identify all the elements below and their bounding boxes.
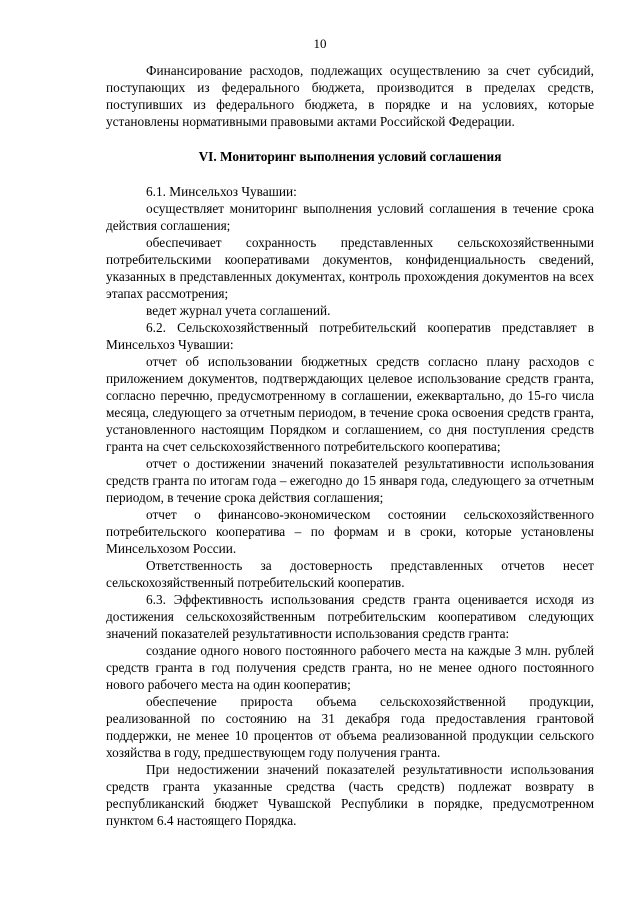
page-number: 10: [313, 36, 327, 51]
paragraph: отчет о финансово-экономическом состоянии сельскохозяйственного потребительского кооператива – по формам и в сроки, которые установлены Минсельхозом России.: [106, 507, 594, 556]
paragraph: При недостижении значений показателей результативности использования средств гранта указанные средства (часть средств) подлежат возврату в республиканский бюджет Чувашской Республики в порядке, предусмотренном пунктом 6.4 настоящего Порядка.: [106, 762, 594, 828]
paragraph: создание одного нового постоянного рабочего места на каждые 3 млн. рублей средств гранта в год получения средств гранта, но не менее одного постоянного нового рабочего места на один кооператив;: [106, 643, 594, 692]
paragraph: осуществляет мониторинг выполнения условий соглашения в течение срока действия соглашения;: [106, 201, 594, 233]
paragraph: 6.1. Минсельхоз Чувашии:: [146, 184, 297, 199]
paragraph: обеспечивает сохранность представленных сельскохозяйственными потребительскими кооперативами документов, конфиденциальность сведений, указанных в представленных документах, контроль прохождения документов на всех этапах рассмотрения;: [106, 235, 594, 301]
document-body: [106, 62, 594, 829]
paragraph: 6.3. Эффективность использования средств гранта оценивается исходя из достижения сельскохозяйственным потребительским кооперативом следующих значений показателей результативности использования средств гранта:: [106, 592, 594, 641]
section-heading: VI. Мониторинг выполнения условий соглашения: [198, 149, 502, 164]
paragraph: отчет об использовании бюджетных средств согласно плану расходов с приложением документов, подтверждающих целевое использование средств гранта, согласно перечню, предусмотренному в соглашении, ежеквартально, до 15-го числа месяца, следующего за отчетным периодом, в течение срока освоения средств гранта, установленного настоящим Порядком и соглашением, со дня поступления средств гранта на счет сельскохозяйственного потребительского кооператива;: [106, 354, 594, 454]
paragraph: ведет журнал учета соглашений.: [146, 303, 331, 318]
paragraph: Ответственность за достоверность представленных отчетов несет сельскохозяйственный потребительский кооператив.: [106, 558, 594, 590]
paragraph: обеспечение прироста объема сельскохозяйственной продукции, реализованной по состоянию на 31 декабря года предоставления грантовой поддержки, не менее 10 процентов от объема реализованной продукции сельского хозяйства в году, предшествующем году получения гранта.: [106, 694, 594, 760]
intro-paragraph: Финансирование расходов, подлежащих осуществлению за счет субсидий, поступающих из федерального бюджета, производится в пределах средств, поступивших из федерального бюджета, в порядке и на условиях, которые установлены нормативными правовыми актами Российской Федерации.: [106, 63, 594, 129]
paragraph: 6.2. Сельскохозяйственный потребительский кооператив представляет в Минсельхоз Чувашии:: [106, 320, 594, 352]
paragraph: отчет о достижении значений показателей результативности использования средств гранта по итогам года – ежегодно до 15 января года, следующего за отчетным периодом, в течение срока действия соглашения;: [106, 456, 594, 505]
